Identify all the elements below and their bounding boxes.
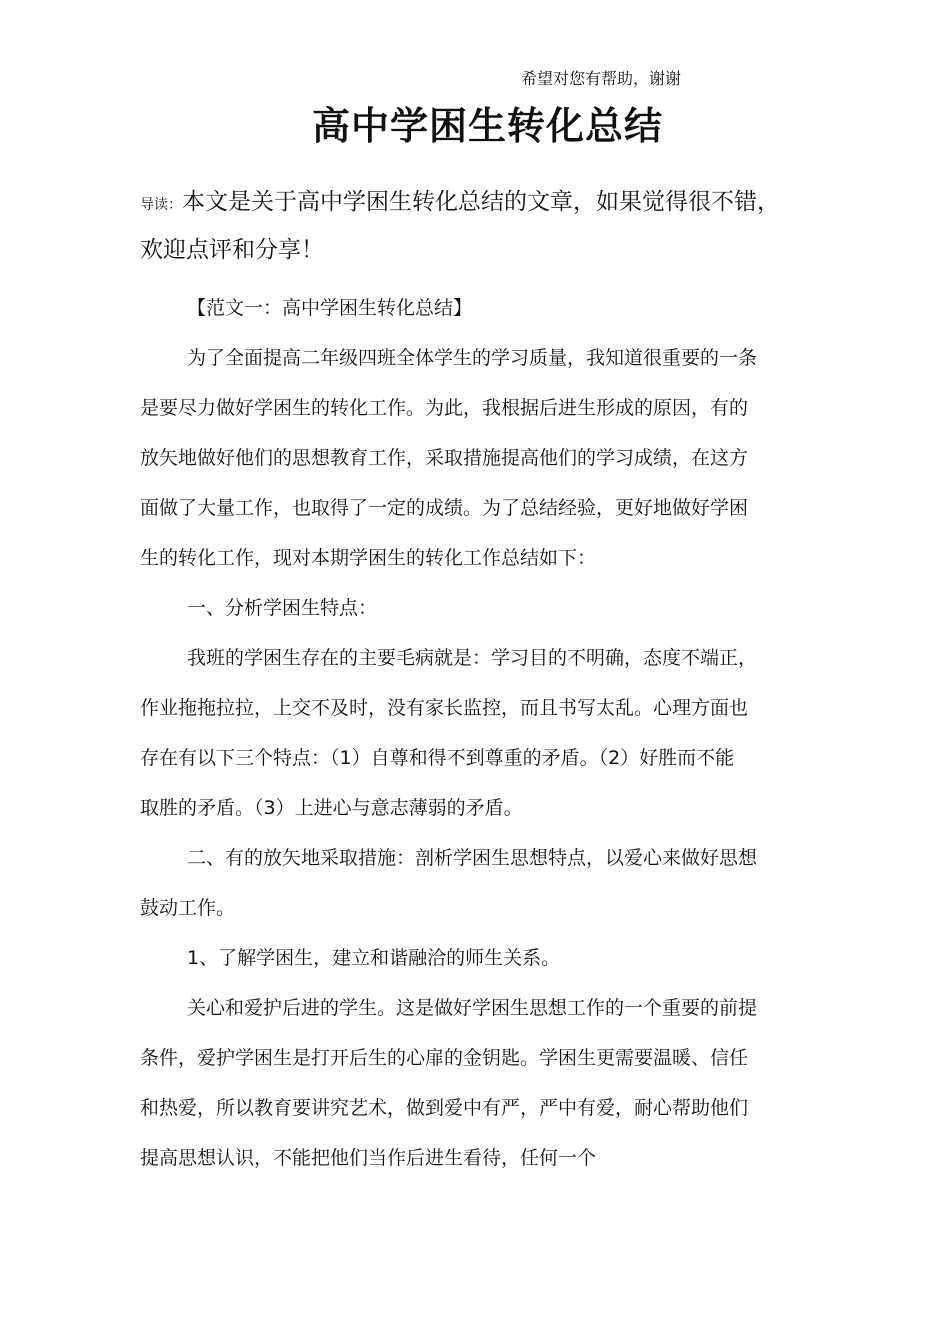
- paragraph-line: 条件，爱护学困生是打开后生的心扉的金钥匙。学困生更需要温暖、信任: [140, 1047, 749, 1069]
- paragraph-line: 是要尽力做好学困生的转化工作。为此，我根据后进生形成的原因，有的: [140, 397, 749, 419]
- intro-label: 导读：: [140, 197, 182, 213]
- section-heading-1: 一、分析学困生特点：: [187, 597, 378, 619]
- intro-section: [140, 180, 860, 273]
- intro-text-1: 本文是关于高中学困生转化总结的文章，如果觉得很不错，: [182, 189, 780, 215]
- paragraph-line: 面做了大量工作，也取得了一定的成绩。为了总结经验，更好地做好学困: [140, 497, 749, 519]
- paragraph-line: 作业拖拖拉拉，上交不及时，没有家长监控，而且书写太乱。心理方面也: [140, 697, 749, 719]
- paragraph-line: 关心和爱护后进的学生。这是做好学困生思想工作的一个重要的前提: [187, 997, 758, 1019]
- paragraph-line: 存在有以下三个特点：（1）自尊和得不到尊重的矛盾。（2）好胜而不能: [140, 747, 735, 769]
- section-heading-sample-1: 【范文一：高中学困生转化总结】: [187, 297, 473, 319]
- section-heading-2: 二、有的放矢地采取措施：剖析学困生思想特点，以爱心来做好思想: [187, 847, 758, 869]
- paragraph-line: 放矢地做好他们的思想教育工作，采取措施提高他们的学习成绩，在这方: [140, 447, 749, 469]
- intro-line-1: [140, 180, 860, 228]
- document-title: 高中学困生转化总结: [311, 104, 663, 148]
- paragraph-line: 和热爱，所以教育要讲究艺术，做到爱中有严，严中有爱，耐心帮助他们: [140, 1097, 749, 1119]
- body-text: [140, 283, 860, 1183]
- paragraph-line: 生的转化工作，现对本期学困生的转化工作总结如下：: [140, 547, 597, 569]
- subsection-heading-1: 1、了解学困生，建立和谐融洽的师生关系。: [187, 947, 561, 969]
- paragraph-line: 鼓动工作。: [140, 897, 236, 919]
- intro-line-2: 欢迎点评和分享！: [140, 237, 324, 263]
- paragraph-line: 取胜的矛盾。（3）上进心与意志薄弱的矛盾。: [140, 797, 523, 819]
- paragraph-line: 提高思想认识，不能把他们当作后进生看待，任何一个: [140, 1147, 597, 1169]
- paragraph-line: 为了全面提高二年级四班全体学生的学习质量，我知道很重要的一条: [187, 347, 758, 369]
- paragraph-line: 我班的学困生存在的主要毛病就是：学习目的不明确，态度不端正，: [187, 647, 758, 669]
- header-note: 希望对您有帮助，谢谢: [521, 69, 682, 88]
